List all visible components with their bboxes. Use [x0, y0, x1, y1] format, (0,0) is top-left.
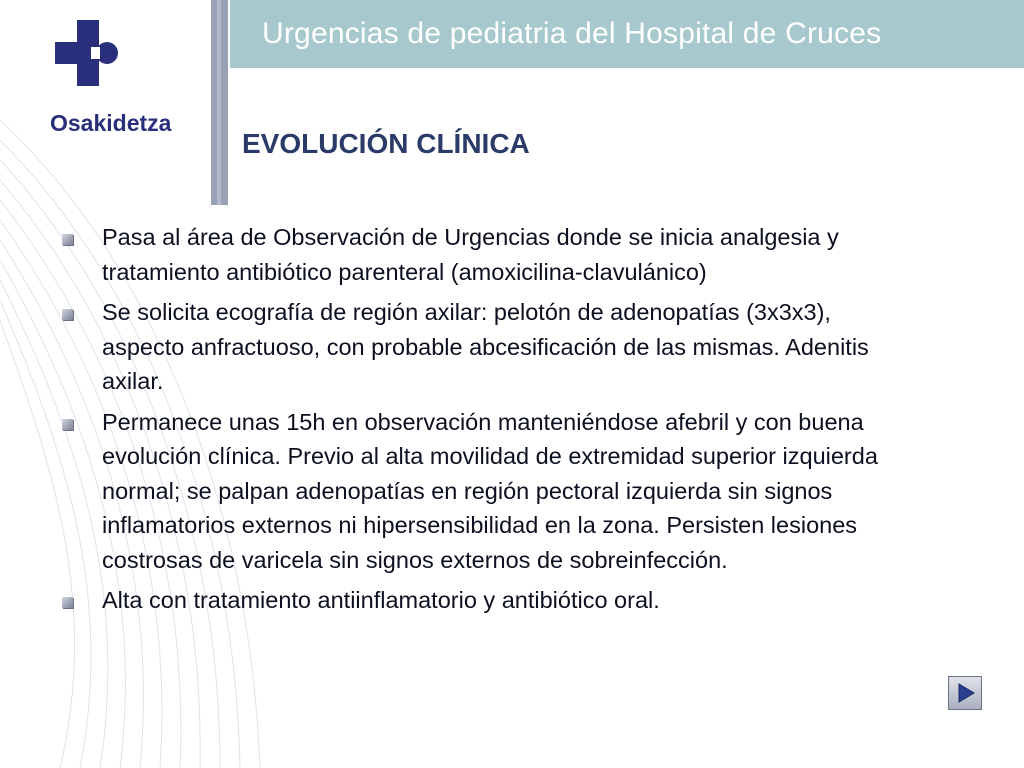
brand-name: Osakidetza	[50, 110, 172, 136]
bullet-text: Permanece unas 15h en observación manteniéndose afebril y con buena evolución clínica. Previo al alta movilidad de extremidad superior izquierda normal; se palpan adenopatías en región pectoral izquierda sin signos inflamatorios externos ni hipersensibilidad en la zona. Persisten lesiones costrosas de varicela sin signos externos de sobreinfección.	[102, 408, 878, 573]
bullet-text: Pasa al área de Observación de Urgencias donde se inicia analgesia y tratamiento antibiótico parenteral (amoxicilina-clavulánico)	[102, 224, 839, 285]
bullet-list	[62, 220, 912, 624]
square-bullet-icon	[62, 419, 73, 430]
osakidetza-cross-logo-icon	[55, 20, 125, 90]
slide-title: EVOLUCIÓN CLÍNICA	[242, 128, 530, 159]
bullet-text: Se solicita ecografía de región axilar: pelotón de adenopatías (3x3x3), aspecto anfractuoso, con probable abcesificación de las mismas. Adenitis axilar.	[102, 299, 869, 394]
bullet-item	[62, 583, 912, 618]
bullet-text: Alta con tratamiento antiinflamatorio y antibiótico oral.	[102, 587, 660, 613]
vertical-divider-highlight	[217, 0, 221, 205]
bullet-item	[62, 405, 912, 578]
header-title: Urgencias de pediatria del Hospital de Cruces	[262, 17, 882, 50]
bullet-item	[62, 295, 912, 399]
square-bullet-icon	[62, 597, 73, 608]
bullet-item	[62, 220, 912, 289]
square-bullet-icon	[62, 309, 73, 320]
play-next-icon	[953, 681, 977, 705]
square-bullet-icon	[62, 234, 73, 245]
next-slide-button[interactable]	[948, 676, 982, 710]
